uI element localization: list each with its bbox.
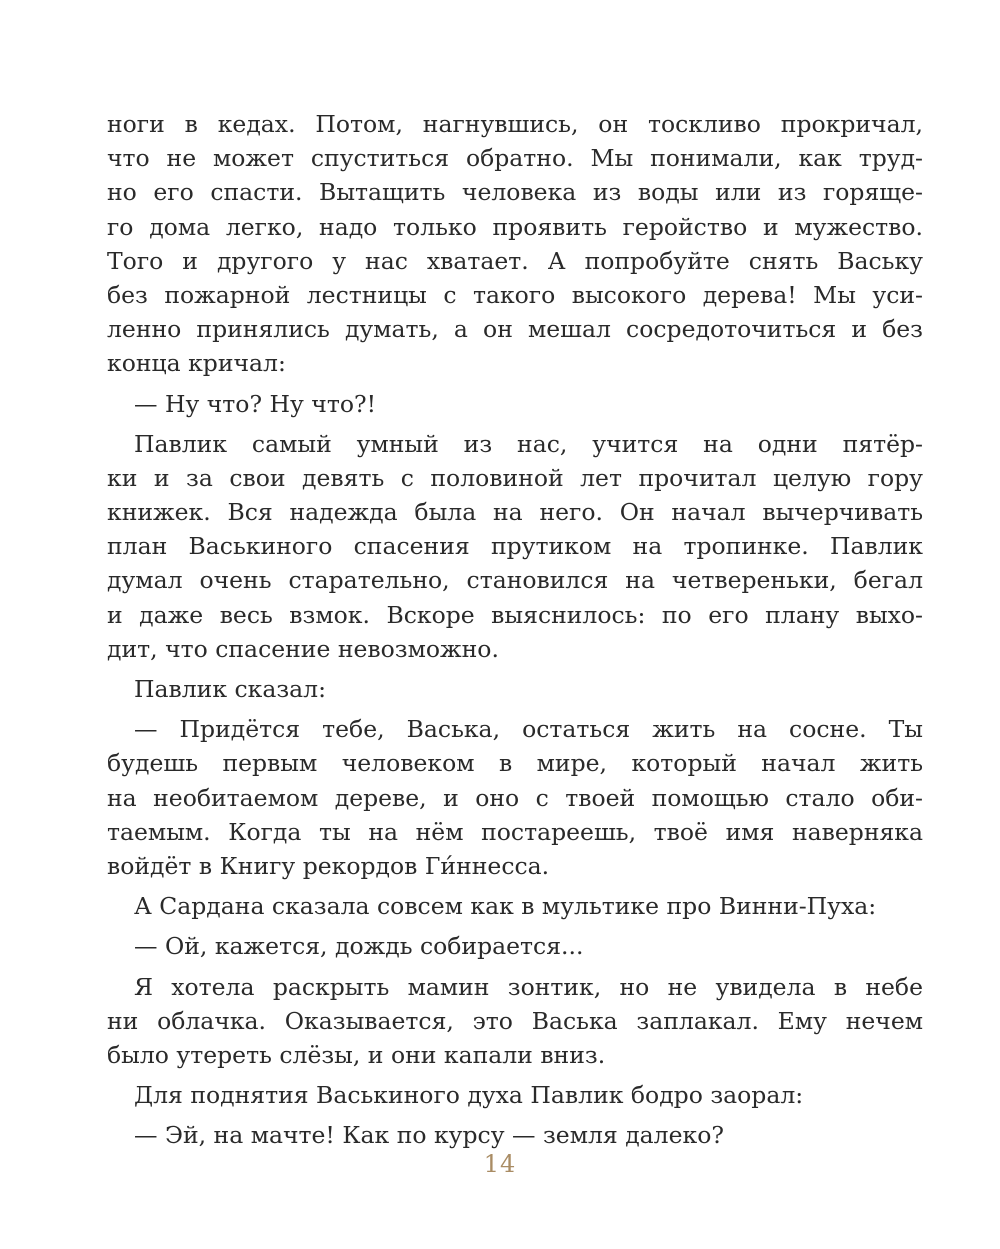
text-line: дит, что спасение невозможно. <box>107 634 499 663</box>
paragraph <box>107 1078 923 1112</box>
text-line: — Ну что? Ну что?! <box>134 389 377 418</box>
text-line: — Придётся тебе, Васька, остаться жить на сосне. Ты <box>134 715 923 744</box>
text-line: и даже весь взмок. Вскоре выяснилось: по его плану выхо- <box>107 600 923 629</box>
text-line: книжек. Вся надежда была на него. Он начал вычерчивать <box>107 498 923 527</box>
paragraph <box>107 970 923 1073</box>
paragraph <box>107 712 923 883</box>
text-line: — Эй, на мачте! Как по курсу — земля далеко? <box>134 1121 724 1150</box>
text-line: Павлик сказал: <box>134 675 327 703</box>
text-line: го дома легко, надо только проявить геройство и мужество. <box>107 212 923 241</box>
page-number: 14 <box>483 1150 517 1178</box>
paragraph <box>107 387 923 421</box>
text-line: войдёт в Книгу рекордов Ги́ннесса. <box>107 851 550 880</box>
paragraph <box>107 889 923 923</box>
paragraph <box>107 107 923 381</box>
paragraph <box>107 427 923 666</box>
text-line: Того и другого у нас хватает. А попробуйте снять Ваську <box>107 246 923 275</box>
text-line: ленно принялись думать, а он мешал сосредоточиться и без <box>107 315 923 344</box>
body-text <box>107 107 923 1158</box>
text-line: конца кричал: <box>107 349 286 378</box>
text-line: будешь первым человеком в мире, который начал жить <box>107 749 923 778</box>
text-line: Павлик самый умный из нас, учится на одни пятёр- <box>134 429 923 458</box>
paragraph <box>107 1118 923 1152</box>
text-line: что не может спуститься обратно. Мы понимали, как труд- <box>107 144 923 173</box>
text-line: Для поднятия Васькиного духа Павлик бодро заорал: <box>134 1081 804 1110</box>
text-line: ки и за свои девять с половиной лет прочитал целую гору <box>107 463 923 492</box>
text-line: было утереть слёзы, и они капали вниз. <box>107 1040 606 1069</box>
text-line: без пожарной лестницы с такого высокого дерева! Мы уси- <box>107 280 923 309</box>
text-line: думал очень старательно, становился на четвереньки, бегал <box>107 566 923 595</box>
paragraph <box>107 672 923 706</box>
paragraph <box>107 929 923 963</box>
text-line: но его спасти. Вытащить человека из воды или из горяще- <box>107 178 923 207</box>
text-line: таемым. Когда ты на нём постареешь, твоё имя наверняка <box>107 817 923 846</box>
text-line: план Васькиного спасения прутиком на тропинке. Павлик <box>107 532 923 561</box>
text-line: ни облачка. Оказывается, это Васька заплакал. Ему нечем <box>107 1006 923 1035</box>
text-line: А Сардана сказала совсем как в мультике про Винни-Пуха: <box>134 892 877 921</box>
text-line: — Ой, кажется, дождь собирается... <box>134 932 584 961</box>
text-line: ноги в кедах. Потом, нагнувшись, он тоскливо прокричал, <box>107 110 923 138</box>
text-line: на необитаемом дереве, и оно с твоей помощью стало оби- <box>107 783 923 812</box>
text-line: Я хотела раскрыть мамин зонтик, но не увидела в небе <box>134 972 923 1001</box>
